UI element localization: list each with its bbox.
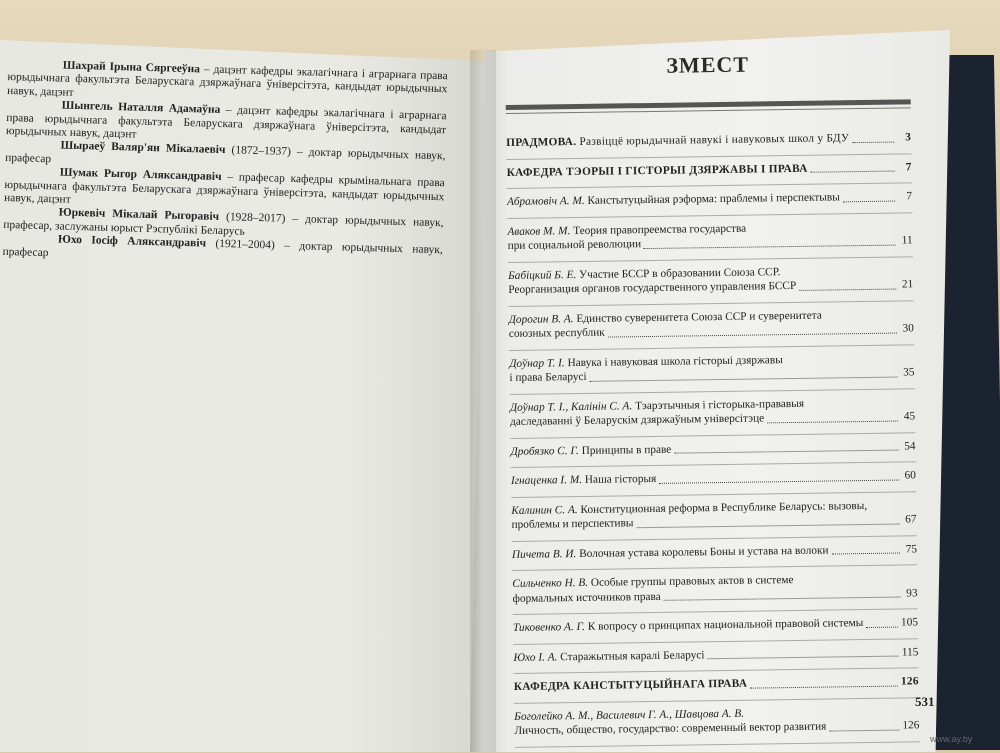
contents-entry [514, 704, 919, 748]
leader-dots [866, 626, 898, 627]
contents-entry [512, 571, 917, 615]
entry-title-cont: формальных источников права [512, 590, 661, 605]
leader-dots [750, 685, 898, 688]
author-name: Шынгель Наталля Адамаўна [61, 99, 221, 117]
entry-title: Теория правопреемства государства [573, 222, 747, 237]
entry-line [512, 542, 917, 562]
entry-page: 7 [906, 190, 913, 203]
contents-entry [507, 219, 912, 263]
leader-dots [767, 420, 898, 423]
entry-author: Дробязко С. Г. [510, 444, 579, 458]
entry-page: 67 [905, 513, 917, 526]
contents-entry [512, 542, 917, 571]
author-name: Юхо Іосіф Аляксандравіч [57, 233, 207, 250]
entry-page: 60 [904, 469, 916, 482]
entry-page: 7 [905, 160, 912, 173]
author-name: Юркевіч Мікалай Рыгоравіч [58, 206, 220, 224]
entry-title: Конституционная реформа в Республике Беларусь: вызовы, [580, 499, 868, 516]
entry-page: 45 [903, 410, 916, 423]
entry-line [510, 439, 915, 459]
entry-author: Бабіцкий Б. Е. [507, 268, 577, 282]
leader-dots [832, 553, 900, 555]
section-title [507, 161, 808, 180]
entry-title: К вопросу о принципах национальной правовой системы [587, 617, 864, 633]
entry-line [513, 645, 918, 665]
leader-dots [811, 171, 895, 173]
entry-page: 11 [901, 234, 913, 247]
entry-text [511, 472, 656, 489]
contents-entry [508, 263, 913, 307]
book-gutter [470, 50, 496, 752]
entry-title: Наша гісторыя [584, 472, 657, 486]
section-heading: ПРАДМОВА. [506, 136, 577, 149]
entry-title: Старажытныя каралі Беларусі [560, 648, 705, 663]
entry-text [513, 648, 704, 665]
entry-text [513, 616, 864, 635]
left-page-text [2, 58, 447, 271]
contents-list [506, 130, 919, 747]
section-title [506, 131, 849, 150]
leader-dots [608, 332, 897, 337]
entry-title: Канстытуцыйная рэформа: праблемы і перспектывы [587, 191, 840, 207]
contents-entry [510, 395, 915, 439]
section-heading: КАФЕДРА КАНСТЫТУЦЫЙНАГА ПРАВА [513, 677, 748, 693]
entry-line [513, 615, 918, 635]
contents-entry [509, 307, 914, 351]
entry-author: Доўнар Т. І., Калінін С. А. [509, 399, 633, 414]
entry-title-cont: союзных республик [508, 326, 605, 340]
entry-title: Особые группы правовых актов в системе [590, 574, 794, 589]
entry-title-cont: і права Беларусі [509, 370, 587, 384]
entry-author: Сильченко Н. В. [512, 576, 589, 590]
entry-text [510, 442, 671, 459]
contents-section [506, 130, 911, 159]
contents-entry [513, 615, 918, 644]
author-description: – дацэнт кафедры экалагічнага і аграрнага права юрыдычнага факультэта Беларускага дзяржаўнага ўніверсітэта, кандыдат юрыдычных навук, дацэнт [5, 104, 447, 141]
entry-line [507, 189, 912, 209]
entry-author: Ігнаценка І. М. [510, 473, 583, 487]
entry-text [507, 190, 840, 209]
author-name: Шумак Рыгор Аляксандравіч [59, 166, 222, 184]
entry-title-cont: даследаванні ў Беларускім дзяржаўным універсітэце [510, 412, 765, 428]
contents-entry [509, 351, 914, 395]
leader-dots [843, 200, 895, 202]
entry-line [507, 160, 912, 180]
author-description: – дацэнт кафедры экалагічнага і аграрнага права юрыдычнага факультэта Беларускага дзяржаўнага ўніверсітэта, кандыдат юрыдычных навук, дацэнт [6, 63, 448, 99]
entry-title: Единство суверенитета Союза ССР и суверенитета [576, 309, 822, 325]
entry-title: Принципы в праве [581, 443, 672, 457]
entry-page: 3 [905, 131, 912, 144]
contents-entry [510, 439, 915, 468]
entry-title: Тэарэтычныя і гісторыка-прававыя [634, 397, 805, 412]
entry-page: 93 [906, 586, 918, 599]
entry-page: 126 [900, 675, 919, 688]
entry-page: 21 [901, 278, 914, 291]
leader-dots [659, 479, 899, 483]
contents-entry [511, 468, 916, 497]
entry-title-cont: Личность, общество, государство: современный вектор развития [514, 720, 827, 737]
contents-title: ЗМЕСТ [666, 51, 750, 78]
entry-title: Волочная устава королевы Боны и устава на волоки [579, 544, 829, 560]
entry-title: Участие БССР в образовании Союза ССР. [579, 265, 781, 281]
watermark: www.ay.by [930, 734, 973, 744]
entry-page: 115 [901, 645, 919, 659]
entry-author: Пичета В. И. [511, 547, 577, 561]
leader-dots [637, 523, 900, 528]
leader-dots [799, 288, 896, 290]
entry-author: Аваков М. М. [507, 224, 571, 238]
entry-page: 126 [902, 719, 920, 732]
section-subtitle: Развіццё юрыдычнай навукі і навуковых школ у БДУ [576, 132, 850, 149]
page-number: 531 [915, 694, 935, 709]
author-name: Шыраеў Валяр'ян Мікалаевіч [60, 139, 226, 157]
leader-dots [644, 244, 896, 249]
entry-page: 105 [900, 616, 919, 629]
entry-author: Абрамовіч А. М. [506, 194, 585, 208]
section-heading: КАФЕДРА ТЭОРЫІ І ГІСТОРЫІ ДЗЯРЖАВЫ І ПРАВА [506, 162, 808, 179]
entry-page: 30 [902, 322, 914, 335]
entry-author: Боголейко А. М., Василевич Г. А., Шавцова А. В. [514, 707, 745, 723]
author-description: – прафесар кафедры крымінальнага права юрыдычнага факультэта Беларускага дзяржаўнага ўніверсітэта, кандыдат юрыдычных навук, дацэнт [3, 171, 445, 206]
leader-dots [852, 141, 894, 143]
entry-line [506, 130, 911, 150]
entry-author: Калинин С. А. [511, 503, 578, 517]
contents-section [514, 674, 919, 703]
leader-dots [674, 450, 898, 454]
author-description: (1928–2017) – доктар юрыдычных навук, прафесар, заслужаны юрыст Рэспублікі Беларусь [3, 211, 444, 238]
author-description: (1872–1937) – доктар юрыдычных навук, прафесар [5, 144, 446, 166]
contents-entry [507, 189, 912, 218]
entry-title-cont: проблемы и перспективы [511, 517, 634, 531]
contents-entry [511, 498, 916, 542]
leader-dots [829, 729, 899, 731]
author-description: (1921–2004) – доктар юрыдычных навук, прафесар [2, 237, 443, 259]
leader-dots [708, 656, 899, 660]
entry-page: 54 [904, 439, 916, 452]
entry-author: Юхо І. А. [513, 650, 558, 664]
entry-line [511, 468, 916, 488]
section-title [514, 677, 748, 695]
entry-text [512, 543, 829, 562]
contents-entry [513, 645, 918, 674]
entry-line [514, 674, 919, 694]
author-name: Шахрай Ірына Сяргееўна [62, 59, 201, 76]
leader-dots [664, 597, 901, 601]
leader-dots [590, 376, 898, 381]
table-of-contents [505, 49, 920, 753]
entry-title-cont: при социальной революции [507, 238, 642, 252]
entry-title: Навука і навуковая школа гісторыі дзяржавы [567, 353, 783, 369]
entry-page: 35 [903, 366, 915, 379]
contents-section [507, 160, 912, 189]
entry-page: 75 [905, 542, 918, 555]
entry-title-cont: Реорганизация органов государственного управления БССР [508, 279, 797, 296]
entry-author: Дорогин В. А. [508, 312, 574, 326]
entry-author: Доўнар Т. І. [509, 356, 565, 370]
entry-author: Тиковенко А. Г. [512, 620, 586, 634]
